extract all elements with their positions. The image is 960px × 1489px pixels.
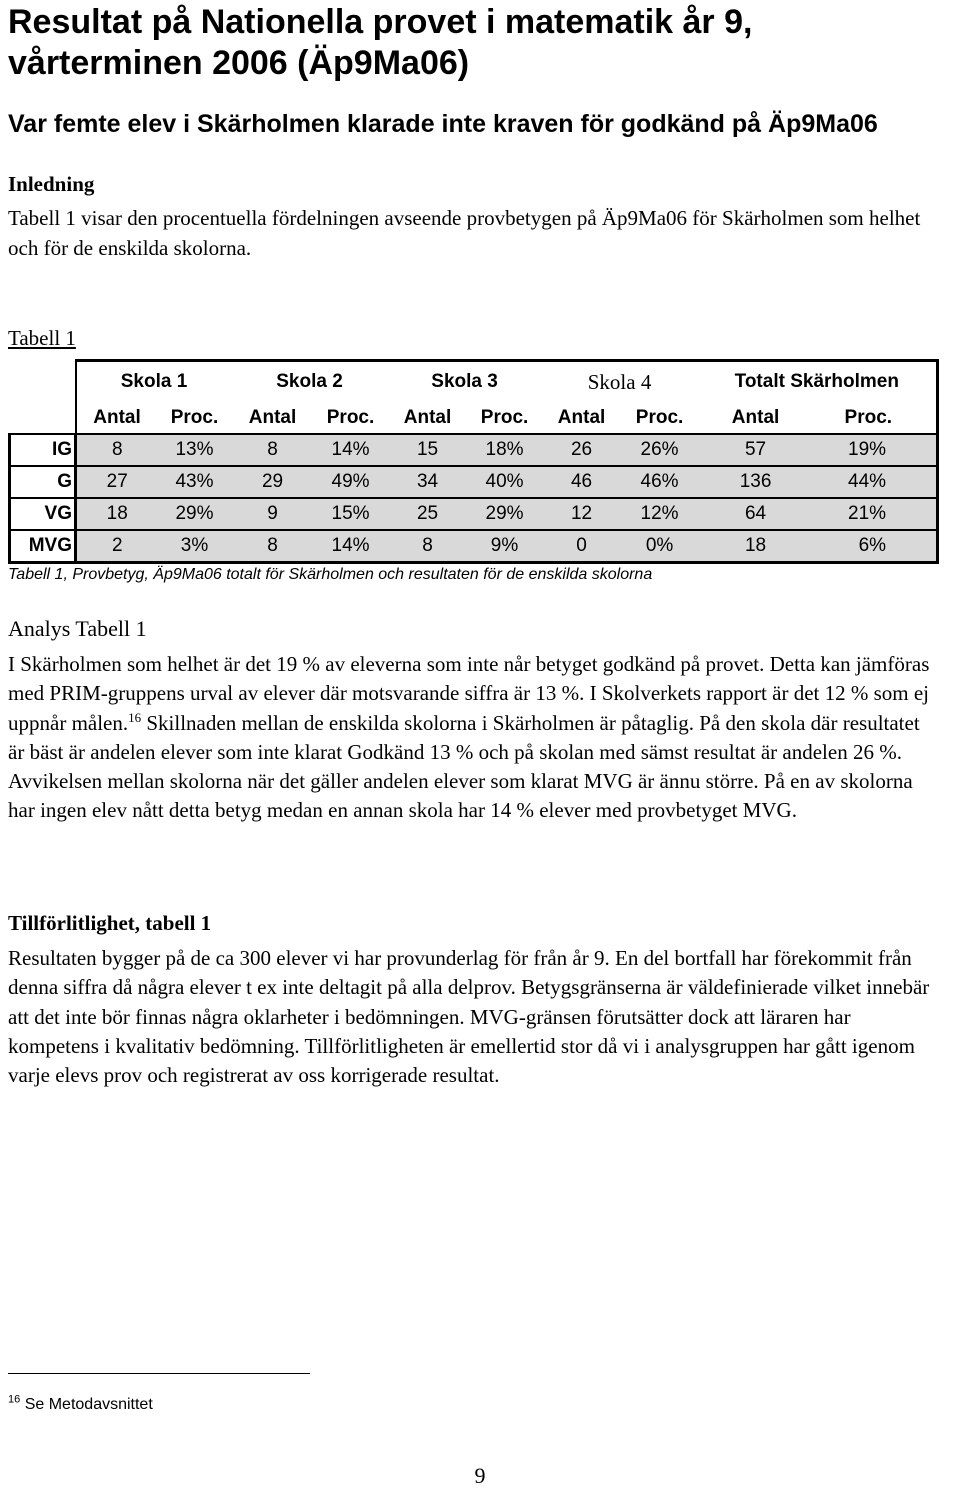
- table-cell: 19%: [814, 434, 938, 466]
- footnote-number: 16: [8, 1393, 21, 1406]
- school-header: Skola 2: [232, 361, 388, 403]
- subheader-cell: Proc.: [814, 402, 938, 434]
- footnote-ref: 16: [128, 709, 142, 725]
- subheader-cell: Antal: [248, 406, 297, 428]
- page-number: 9: [474, 1463, 486, 1488]
- reliability-text: Resultaten bygger på de ca 300 elever vi har provunderlag för från år 9. En del bortfall har förekommit från denna siffra då några elever t ex inte deltagit på alla delprov. Betygsgränserna är väldefinierade vilket innebär att det inte bör finnas några oklarheter i bedömningen. MVG-gränsen förutsätter dock att läraren har kompetens i kvalitativ bedömning. Tillförlitligheten är emellertid stor då vi i analysgruppen har gått igenom varje elevs prov och registrerat av oss korrigerade resultat.: [8, 946, 930, 1088]
- table-cell: 29: [232, 466, 314, 498]
- table-cell: 13%: [158, 434, 232, 466]
- table-cell: 3%: [158, 530, 232, 563]
- table-row: [10, 498, 938, 530]
- page-subtitle: Var femte elev i Skärholmen klarade inte kraven för godkänd på Äp9Ma06: [8, 110, 878, 138]
- school-header: Skola 3: [388, 361, 542, 403]
- table-row: [10, 530, 938, 563]
- table-cell: 57: [698, 434, 814, 466]
- table-cell: 40%: [468, 466, 542, 498]
- intro-text: Tabell 1 visar den procentuella fördelningen avseende provbetygen på Äp9Ma06 för Skärholmen som helhet och för de enskilda skolorna.: [8, 206, 921, 260]
- table-cell: 8: [232, 434, 314, 466]
- analysis-text: [8, 650, 938, 826]
- analysis-text-part: I Skärholmen som helhet är det 19 % av eleverna som inte når betyget godkänd på provet. Detta kan jämföras med PRIM-gruppens urval av elever där motsvarande siffra är 13 %. I Skolverkets rapport är det 12 % som ej uppnår målen.: [8, 652, 930, 735]
- intro-heading: Inledning: [8, 172, 95, 196]
- table-cell: 27: [76, 466, 158, 498]
- table-cell: 26%: [622, 434, 698, 466]
- table-cell: 18%: [468, 434, 542, 466]
- table-cell: 8: [76, 434, 158, 466]
- school-header: Skola 4: [542, 361, 698, 403]
- grade-label: MVG: [10, 530, 76, 563]
- table-cell: 34: [388, 466, 468, 498]
- reliability-heading: Tillförlitlighet, tabell 1: [8, 911, 212, 935]
- footnote: [8, 1394, 153, 1416]
- table-cell: 29%: [468, 498, 542, 530]
- subheader-cell: Proc.: [635, 406, 684, 428]
- table-cell: 14%: [314, 434, 388, 466]
- table-cell: 136: [698, 466, 814, 498]
- table-cell: 9: [232, 498, 314, 530]
- table-cell: 12%: [622, 498, 698, 530]
- school-header: Skola 1: [76, 361, 232, 403]
- table-cell: 18: [76, 498, 158, 530]
- table-cell: 6%: [814, 530, 938, 563]
- table-cell: 44%: [814, 466, 938, 498]
- table-heading: Tabell 1: [8, 326, 76, 350]
- table-cell: 46%: [622, 466, 698, 498]
- footnote-divider: [8, 1373, 310, 1374]
- table-cell: 64: [698, 498, 814, 530]
- subheader-cell: Antal: [557, 406, 606, 428]
- analysis-text-part: Skillnaden mellan de enskilda skolorna i Skärholmen är påtaglig. På den skola där resultatet är bäst är andelen elever som inte klarat Godkänd 13 % och på skolan med sämst resultat är andelen 26 %. Avvikelsen mellan skolorna när det gäller andelen elever som klarat MVG är ännu större. På en av skolorna har ingen elev nått detta betyg medan en annan skola har 14 % elever med provbetyget MVG.: [8, 710, 920, 823]
- table-cell: 8: [388, 530, 468, 563]
- table-cell: 18: [698, 530, 814, 563]
- table-cell: 46: [542, 466, 622, 498]
- footnote-text: Se Metodavsnittet: [24, 1396, 153, 1413]
- table-cell: 2: [76, 530, 158, 563]
- table-cell: 14%: [314, 530, 388, 563]
- table-cell: 8: [232, 530, 314, 563]
- page-title: Resultat på Nationella provet i matematik år 9, vårterminen 2006 (Äp9Ma06): [8, 3, 753, 82]
- analysis-heading: Analys Tabell 1: [8, 616, 147, 641]
- grade-label: IG: [10, 434, 76, 466]
- subheader-cell: Antal: [76, 402, 158, 434]
- table-cell: 0: [542, 530, 622, 563]
- table-cell: 21%: [814, 498, 938, 530]
- table-cell: 15%: [314, 498, 388, 530]
- table-cell: 29%: [158, 498, 232, 530]
- subheader-cell: Proc.: [480, 406, 529, 428]
- subheader-cell: Proc.: [326, 406, 375, 428]
- school-header: Totalt Skärholmen: [698, 361, 938, 403]
- table-caption: Tabell 1, Provbetyg, Äp9Ma06 totalt för Skärholmen och resultaten för de enskilda skolorna: [8, 566, 653, 583]
- table-cell: 25: [388, 498, 468, 530]
- table-cell: 0%: [622, 530, 698, 563]
- subheader-cell: Antal: [731, 406, 780, 428]
- table-cell: 9%: [468, 530, 542, 563]
- table-cell: 12: [542, 498, 622, 530]
- table-row: [10, 434, 938, 466]
- table-cell: 15: [388, 434, 468, 466]
- subheader-cell: Antal: [403, 406, 452, 428]
- grade-label: VG: [10, 498, 76, 530]
- grade-label: G: [10, 466, 76, 498]
- table-row: [10, 466, 938, 498]
- subheader-row: [10, 402, 938, 434]
- subheader-cell: Proc.: [170, 406, 219, 428]
- grades-table: [8, 359, 939, 564]
- table-cell: 43%: [158, 466, 232, 498]
- table-cell: 49%: [314, 466, 388, 498]
- school-header-row: [10, 361, 938, 403]
- table-cell: 26: [542, 434, 622, 466]
